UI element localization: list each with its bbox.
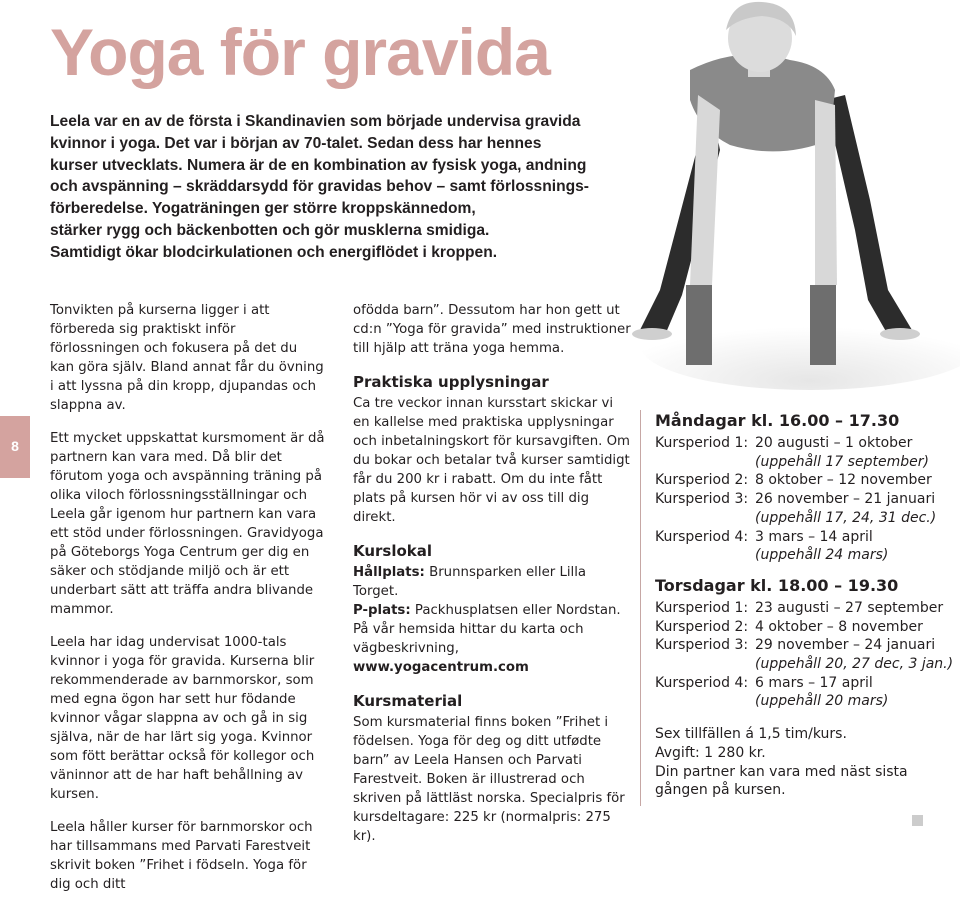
- section-heading-lokal: Kurslokal: [353, 542, 433, 560]
- monday-heading: Måndagar kl. 16.00 – 17.30: [655, 411, 900, 430]
- intro-line: kurser utvecklats. Numera är de en kombination av fysisk yoga, andning: [50, 156, 587, 174]
- schedule-row: [655, 528, 955, 547]
- schedule-row: [655, 618, 955, 637]
- period-note: (uppehåll 24 mars): [755, 547, 889, 564]
- corner-mark: [912, 815, 923, 826]
- period-note: (uppehåll 20, 27 dec, 3 jan.): [755, 656, 954, 673]
- page-title: Yoga för gravida: [50, 15, 550, 89]
- schedule-row: [655, 599, 955, 618]
- paragraph: ofödda barn”. Dessutom har hon gett ut cd:n ”Yoga för gravida” med instruktioner till hjälp att träna yoga hemma.: [353, 303, 631, 356]
- schedule-row: [655, 471, 955, 490]
- website-link[interactable]: www.yogacentrum.com: [353, 660, 529, 675]
- period-label: Kursperiod 2:: [655, 472, 749, 489]
- intro-line: förberedelse. Yogaträningen ger större kroppskännedom,: [50, 200, 476, 218]
- paragraph: Ca tre veckor innan kursstart skickar vi en kallelse med praktiska upplysningar och inbetalningskort för kursavgiften. Om du bokar och betalar två kurser samtidigt får du 200 kr i rabatt. Om du inte fått plats på kursen hör vi av oss till dig direkt.: [353, 396, 631, 525]
- section-heading-material: Kursmaterial: [353, 692, 463, 710]
- intro-line: Samtidigt ökar blodcirkulationen och energiflödet i kroppen.: [50, 243, 498, 261]
- pplats-value: Packhusplatsen eller Nordstan.: [410, 603, 621, 618]
- course-sessions: Sex tillfällen á 1,5 tim/kurs.: [655, 726, 847, 743]
- lokal-text: På vår hemsida hittar du karta och vägbeskrivning,: [353, 622, 584, 656]
- intro-line: stärker rygg och bäckenbotten och gör musklerna smidiga.: [50, 221, 490, 239]
- period-dates: 20 augusti – 1 oktober: [755, 435, 913, 451]
- period-note: (uppehåll 20 mars): [755, 693, 889, 710]
- schedule: [655, 410, 955, 800]
- partner-info: Din partner kan vara med näst sista gången på kursen.: [655, 763, 908, 799]
- period-dates: 4 oktober – 8 november: [755, 618, 923, 635]
- period-dates: 29 november – 24 januari: [755, 637, 936, 654]
- hallplats-label: Hållplats:: [353, 565, 425, 580]
- period-note: (uppehåll 17, 24, 31 dec.): [755, 509, 937, 526]
- paragraph: Som kursmaterial finns boken ”Frihet i födelsen. Yoga för deg og ditt utfødte barn” av Leela Hansen och Parvati Farestveit. Boken är illustrerad och skriven på lättläst norska. Specialpris för kursdeltagare: 225 kr (normalpris: 275 kr).: [353, 715, 625, 844]
- period-note: (uppehåll 17 september): [755, 453, 929, 470]
- schedule-row: [655, 674, 955, 693]
- intro-line: och avspänning – skräddarsydd för gravidas behov – samt förlossnings-: [50, 178, 589, 196]
- period-label: Kursperiod 3:: [655, 637, 749, 654]
- intro-line: kvinnor i yoga. Det var i början av 70-talet. Sedan dess har hennes: [50, 134, 542, 152]
- period-dates: 3 mars – 14 april: [755, 528, 873, 545]
- period-label: Kursperiod 2:: [655, 618, 749, 635]
- period-label: Kursperiod 4:: [655, 674, 749, 691]
- period-label: Kursperiod 3:: [655, 491, 749, 508]
- period-label: Kursperiod 1:: [655, 435, 749, 451]
- thursday-heading: Torsdagar kl. 18.00 – 19.30: [655, 575, 899, 595]
- text-column-1: [50, 301, 325, 908]
- pplats-label: P-plats:: [353, 603, 411, 618]
- lokal-info: [353, 563, 633, 677]
- page-number: 8: [11, 438, 19, 454]
- period-label: Kursperiod 4:: [655, 528, 749, 545]
- instructor-photo: [620, 0, 960, 395]
- period-dates: 23 augusti – 27 september: [755, 599, 944, 616]
- paragraph: Tonvikten på kurserna ligger i att förbereda sig praktiskt inför förlossningen och fokusera på det du kan göra själv. Bland annat får du övning i att lyssna på din kropp, djupandas och slappna av.: [50, 303, 324, 413]
- period-dates: 6 mars – 17 april: [755, 674, 873, 691]
- section-heading-info: Praktiska upplysningar: [353, 373, 549, 391]
- schedule-row: [655, 636, 955, 655]
- period-dates: 26 november – 21 januari: [755, 491, 936, 508]
- period-dates: 8 oktober – 12 november: [755, 472, 932, 489]
- schedule-row: [655, 490, 955, 509]
- course-info: [655, 725, 955, 800]
- paragraph: Leela har idag undervisat 1000-tals kvinnor i yoga för gravida. Kurserna blir rekommenderade av barnmorskor, som med egna ögon har sett hur födande kvinnor vågar slappna av och gå in sig själva, när de har lärt sig yoga. Kvinnor som fött berättar också för kollegor och väninnor att de har haft behållning av kursen.: [50, 635, 315, 802]
- paragraph: Leela håller kurser för barnmorskor och har tillsammans med Parvati Farestveit skrivit boken ”Frihet i födseln. Yoga för dig och ditt: [50, 820, 313, 892]
- text-column-2: [353, 301, 633, 860]
- course-fee: Avgift: 1 280 kr.: [655, 744, 766, 761]
- intro-line: Leela var en av de första i Skandinavien som började undervisa gravida: [50, 113, 581, 130]
- schedule-row: [655, 434, 955, 453]
- column-divider: [640, 410, 641, 806]
- hallplats-value: Brunnsparken eller Lilla Torget.: [353, 565, 587, 599]
- paragraph: Ett mycket uppskattat kursmoment är då partnern kan vara med. Då blir det förutom yoga och avspänning träning på olika viloch förlossningsställningar och Leela går igenom hur partnern kan vara ett stöd under förlossningen. Gravidyoga på Göteborgs Yoga Centrum ger dig en säker och stödjande miljö och är ett underbart sätt att träffa andra blivande mammor.: [50, 431, 325, 617]
- intro-paragraph: [50, 111, 610, 264]
- period-label: Kursperiod 1:: [655, 599, 749, 616]
